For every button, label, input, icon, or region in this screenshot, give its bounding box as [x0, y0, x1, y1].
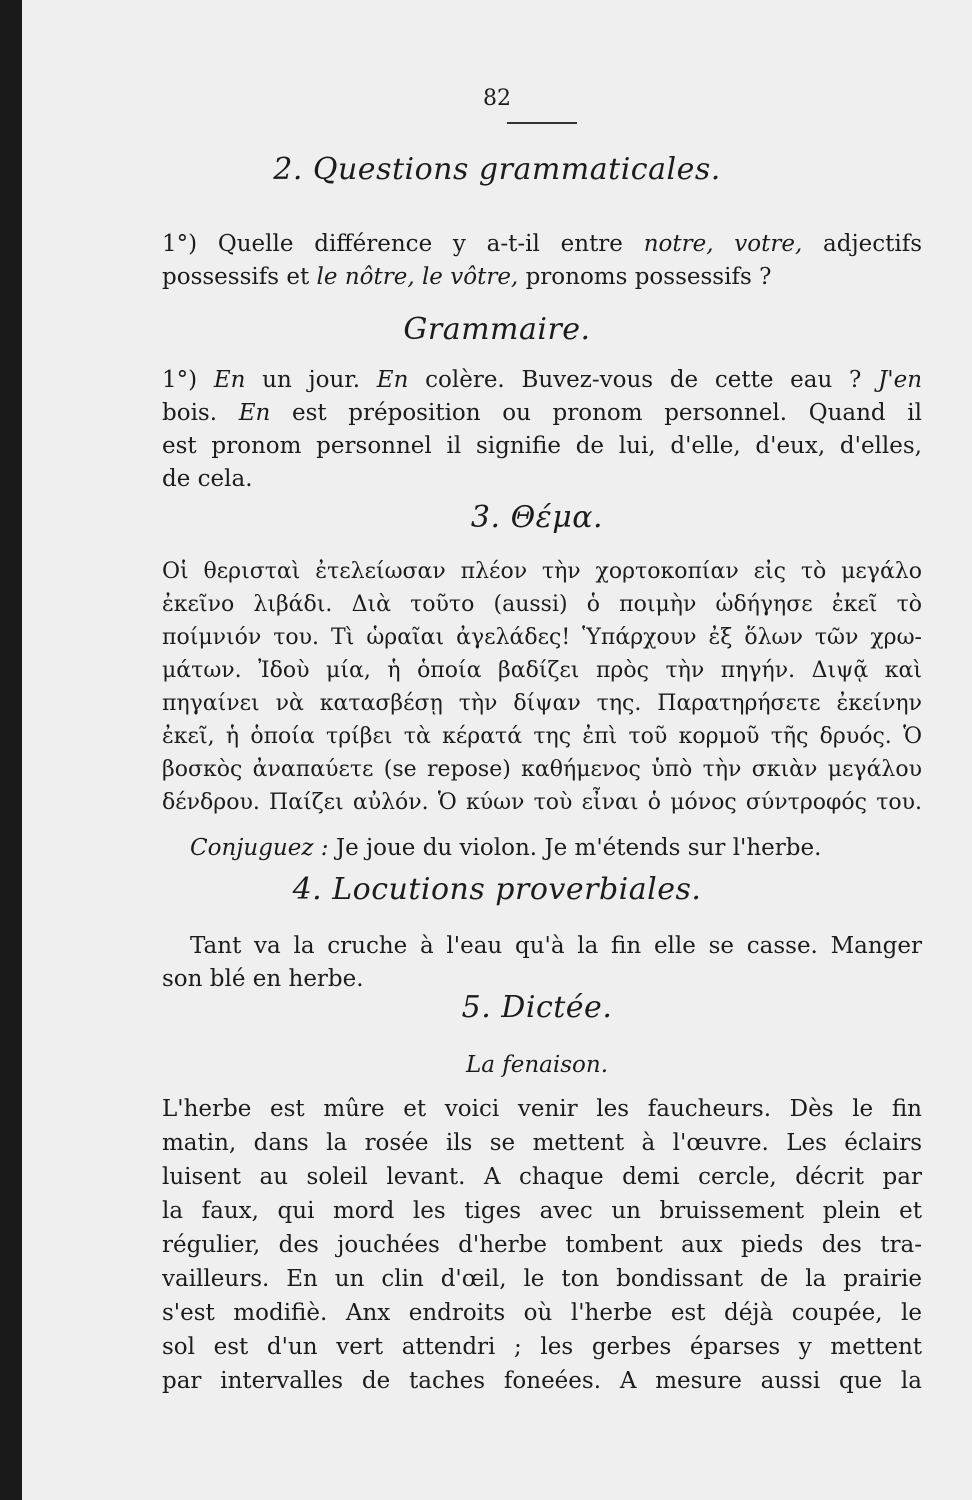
greek-line: πηγαίνει νὰ κατασβέσῃ τὴν δίψαν της. Παρατηρήσετε ἐκείνην	[162, 691, 922, 716]
dictee-text	[162, 1092, 922, 1398]
grammaire-text: colère. Buvez-vous de cette eau ?	[425, 367, 862, 393]
dictee-line: L'herbe est mûre et voici venir les faucheurs. Dès le fin	[162, 1096, 922, 1122]
grammaire-italic: J'en	[878, 367, 923, 393]
proverb-line-1: Tant va la cruche à l'eau qu'à la fin elle se casse. Manger	[190, 933, 922, 959]
greek-line: ἐκεῖνο λιβάδι. Διὰ τοῦτο (aussi) ὁ ποιμὴν ὡδήγησε ἐκεῖ τὸ	[162, 592, 922, 617]
conjuguez-label: Conjuguez :	[190, 835, 329, 861]
grammaire-line-4: de cela.	[162, 466, 253, 492]
greek-line: ἐκεῖ, ἡ ὁποία τρίβει τὰ κέρατά της ἐπὶ τοῦ κορμοῦ τῆς δρυός. Ὁ	[162, 724, 922, 749]
section-4-heading: 4. Locutions proverbiales.	[292, 872, 702, 907]
dictee-subtitle: La fenaison.	[465, 1052, 609, 1078]
greek-line: δένδρου. Παίζει αὐλόν. Ὁ κύων τοὺ εἶναι ὁ μόνος σύντροφός του.	[162, 790, 922, 815]
question-line-2	[162, 261, 922, 294]
question-text: possessifs et	[162, 264, 310, 290]
greek-line: βοσκὸς ἀναπαύετε (se repose) καθήμενος ὑπὸ τὴν σκιὰν μεγάλου	[162, 757, 922, 782]
question-text: pronoms possessifs ?	[525, 264, 772, 290]
section-4-text	[162, 930, 922, 996]
grammaire-line-1	[162, 364, 922, 397]
dictee-line: régulier, des jouchées d'herbe tombent aux pieds des tra-	[162, 1232, 922, 1258]
question-number: 1°)	[162, 231, 198, 257]
grammaire-italic: En	[238, 400, 271, 426]
question-line-1	[162, 228, 922, 261]
section-5-heading: 5. Dictée.	[461, 990, 613, 1025]
grammaire-italic: En	[376, 367, 409, 393]
dictee-line: matin, dans la rosée ils se mettent à l'œuvre. Les éclairs	[162, 1130, 922, 1156]
question-italic-terms: notre, votre,	[643, 231, 803, 257]
grammaire-number: 1°)	[162, 367, 198, 393]
dictee-line: sol est d'un vert attendri ; les gerbes éparses y mettent	[162, 1334, 922, 1360]
greek-line: ποίμνιόν του. Τὶ ὡραῖαι ἀγελάδες! Ὑπάρχουν ἐξ ὅλων τῶν χρω-	[162, 625, 922, 650]
question-text: adjectifs	[823, 231, 923, 257]
page-number-rule	[507, 122, 577, 124]
section-3-greek-text	[162, 555, 922, 819]
dictee-line: par intervalles de taches foneées. A mesure aussi que la	[162, 1368, 922, 1394]
grammaire-text: un jour.	[262, 367, 361, 393]
grammaire-text: est préposition ou pronom personnel. Quand il	[291, 400, 923, 426]
grammaire-line-3: est pronom personnel il signifie de lui, d'elle, d'eux, d'elles,	[162, 433, 922, 459]
grammaire-paragraph	[162, 364, 922, 496]
question-italic-terms: le nôtre, le vôtre,	[316, 264, 519, 290]
grammaire-text: bois.	[162, 400, 218, 426]
book-page	[22, 0, 972, 1500]
question-text: Quelle différence y a-t-il entre	[217, 231, 623, 257]
grammaire-line-2	[162, 397, 922, 430]
conjuguez-line	[190, 832, 920, 865]
section-2-heading: 2. Questions grammaticales.	[273, 152, 721, 187]
proverb-line-2: son blé en herbe.	[162, 966, 364, 992]
page-number: 82	[483, 86, 511, 111]
dictee-line: la faux, qui mord les tiges avec un bruissement plein et	[162, 1198, 922, 1224]
grammaire-heading: Grammaire.	[403, 312, 591, 347]
greek-line: Οἱ θερισταὶ ἐτελείωσαν πλέον τὴν χορτοκοπίαν εἰς τὸ μεγάλο	[162, 559, 922, 584]
section-2-question	[162, 228, 922, 294]
grammaire-italic: En	[213, 367, 246, 393]
section-3-heading: 3. Θέμα.	[470, 500, 604, 535]
conjuguez-text: Je joue du violon. Je m'étends sur l'herbe.	[335, 835, 822, 861]
dictee-line: vailleurs. En un clin d'œil, le ton bondissant de la prairie	[162, 1266, 922, 1292]
dictee-line: s'est modifiè. Anx endroits où l'herbe est déjà coupée, le	[162, 1300, 922, 1326]
dictee-line: luisent au soleil levant. A chaque demi cercle, décrit par	[162, 1164, 922, 1190]
greek-line: μάτων. Ἰδοὺ μία, ἡ ὁποία βαδίζει πρὸς τὴν πηγήν. Διψᾷ καὶ	[162, 658, 922, 683]
